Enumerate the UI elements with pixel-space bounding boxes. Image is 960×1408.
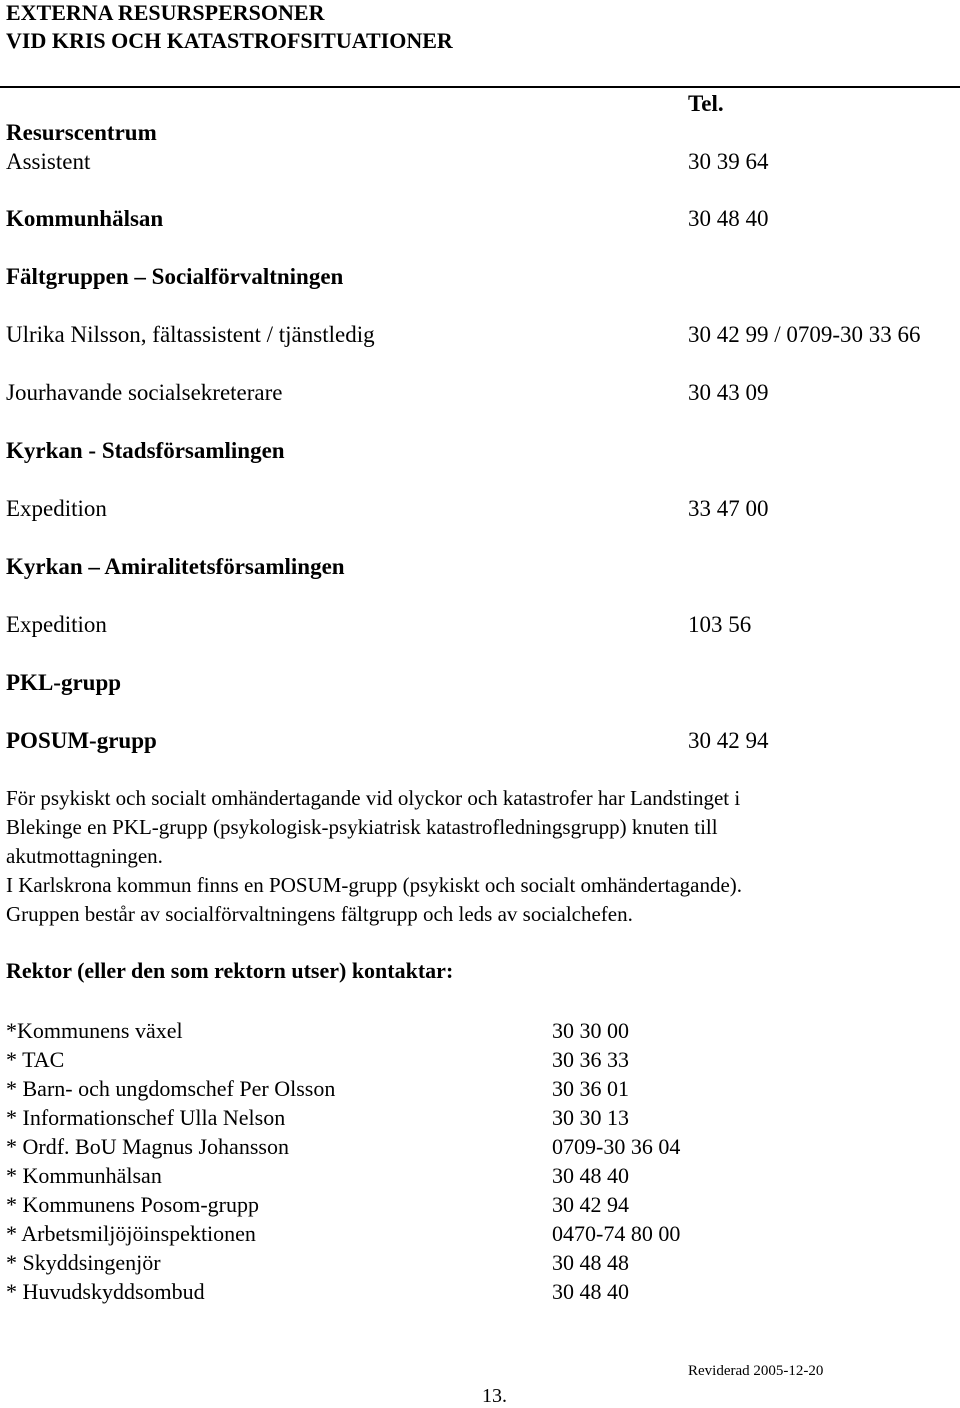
resource-label: Resurscentrum bbox=[6, 120, 157, 145]
contact-tel: 30 48 40 bbox=[552, 1163, 629, 1188]
contact-tel: 30 36 33 bbox=[552, 1047, 629, 1072]
contact-name: * Kommunhälsan bbox=[6, 1163, 162, 1188]
contact-item bbox=[6, 1018, 906, 1047]
contact-tel: 30 42 94 bbox=[552, 1192, 629, 1217]
page-number: 13. bbox=[482, 1385, 507, 1407]
contact-tel: 30 30 13 bbox=[552, 1105, 629, 1130]
revision-date: Reviderad 2005-12-20 bbox=[688, 1363, 824, 1379]
header-title-line1: EXTERNA RESURSPERSONER bbox=[6, 0, 325, 25]
contact-name: * Barn- och ungdomschef Per Olsson bbox=[6, 1076, 336, 1101]
paragraph-line: I Karlskrona kommun finns en POSUM-grupp (psykiskt och socialt omhändertagande). bbox=[6, 873, 743, 897]
contact-tel: 0709-30 36 04 bbox=[552, 1134, 681, 1159]
contact-tel: 30 48 48 bbox=[552, 1250, 629, 1275]
contact-item bbox=[6, 1163, 906, 1192]
contact-tel: 0470-74 80 00 bbox=[552, 1221, 681, 1246]
paragraph-line: Gruppen består av socialförvaltningens fältgrupp och leds av socialchefen. bbox=[6, 902, 633, 926]
resource-row bbox=[0, 322, 960, 352]
resource-tel: 30 42 99 / 0709-30 33 66 bbox=[688, 322, 921, 347]
contact-item bbox=[6, 1134, 906, 1163]
contact-name: * Kommunens Posom-grupp bbox=[6, 1192, 259, 1217]
resource-label: PKL-grupp bbox=[6, 670, 122, 695]
contact-heading: Rektor (eller den som rektorn utser) kontaktar: bbox=[6, 958, 454, 983]
resource-row bbox=[0, 728, 960, 758]
resource-row bbox=[0, 612, 960, 642]
contact-name: * Huvudskyddsombud bbox=[6, 1279, 205, 1304]
paragraph-line: Blekinge en PKL-grupp (psykologisk-psykiatrisk katastrofledningsgrupp) knuten till bbox=[6, 815, 718, 839]
resource-label: Kyrkan - Stadsförsamlingen bbox=[6, 438, 285, 463]
tel-column-header: Tel. bbox=[688, 91, 724, 116]
header-divider bbox=[0, 86, 960, 88]
resource-row bbox=[0, 264, 960, 294]
resource-row bbox=[0, 496, 960, 526]
resource-row bbox=[0, 554, 960, 584]
contact-tel: 30 48 40 bbox=[552, 1279, 629, 1304]
resource-tel: 103 56 bbox=[688, 612, 752, 637]
resource-label: Kommunhälsan bbox=[6, 206, 164, 231]
contact-name: * Skyddsingenjör bbox=[6, 1250, 161, 1275]
contact-item bbox=[6, 1047, 906, 1076]
resource-label: Expedition bbox=[6, 612, 107, 637]
contact-name: * TAC bbox=[6, 1047, 65, 1072]
resource-label: Ulrika Nilsson, fältassistent / tjänstledig bbox=[6, 322, 375, 347]
header-title-line2: VID KRIS OCH KATASTROFSITUATIONER bbox=[6, 28, 453, 53]
contact-tel: 30 30 00 bbox=[552, 1018, 629, 1043]
resource-label: Assistent bbox=[6, 149, 91, 174]
contact-item bbox=[6, 1076, 906, 1105]
contact-list bbox=[6, 1018, 906, 1308]
resource-row bbox=[0, 670, 960, 700]
resource-label: Expedition bbox=[6, 496, 107, 521]
resource-row bbox=[0, 380, 960, 410]
resource-tel: 30 43 09 bbox=[688, 380, 769, 405]
contact-name: * Ordf. BoU Magnus Johansson bbox=[6, 1134, 289, 1159]
contact-item bbox=[6, 1105, 906, 1134]
resource-label: Kyrkan – Amiralitetsförsamlingen bbox=[6, 554, 345, 579]
resource-tel: 30 42 94 bbox=[688, 728, 769, 753]
contact-name: * Informationschef Ulla Nelson bbox=[6, 1105, 286, 1130]
contact-name: *Kommunens växel bbox=[6, 1018, 183, 1043]
contact-item bbox=[6, 1279, 906, 1308]
resource-row bbox=[0, 438, 960, 468]
contact-item bbox=[6, 1192, 906, 1221]
resource-row bbox=[0, 149, 960, 179]
resource-row bbox=[0, 206, 960, 236]
info-paragraph bbox=[6, 784, 946, 929]
resource-row bbox=[0, 120, 960, 150]
contact-item bbox=[6, 1221, 906, 1250]
resource-label: POSUM-grupp bbox=[6, 728, 157, 753]
contact-tel: 30 36 01 bbox=[552, 1076, 629, 1101]
resource-tel: 33 47 00 bbox=[688, 496, 769, 521]
paragraph-line: För psykiskt och socialt omhändertagande vid olyckor och katastrofer har Landstinget i bbox=[6, 786, 741, 810]
paragraph-line: akutmottagningen. bbox=[6, 844, 163, 868]
contact-name: * Arbetsmiljöjöinspektionen bbox=[6, 1221, 256, 1246]
contact-item bbox=[6, 1250, 906, 1279]
resource-label: Jourhavande socialsekreterare bbox=[6, 380, 283, 405]
resource-tel: 30 48 40 bbox=[688, 206, 769, 231]
resource-label: Fältgruppen – Socialförvaltningen bbox=[6, 264, 344, 289]
resource-tel: 30 39 64 bbox=[688, 149, 769, 174]
